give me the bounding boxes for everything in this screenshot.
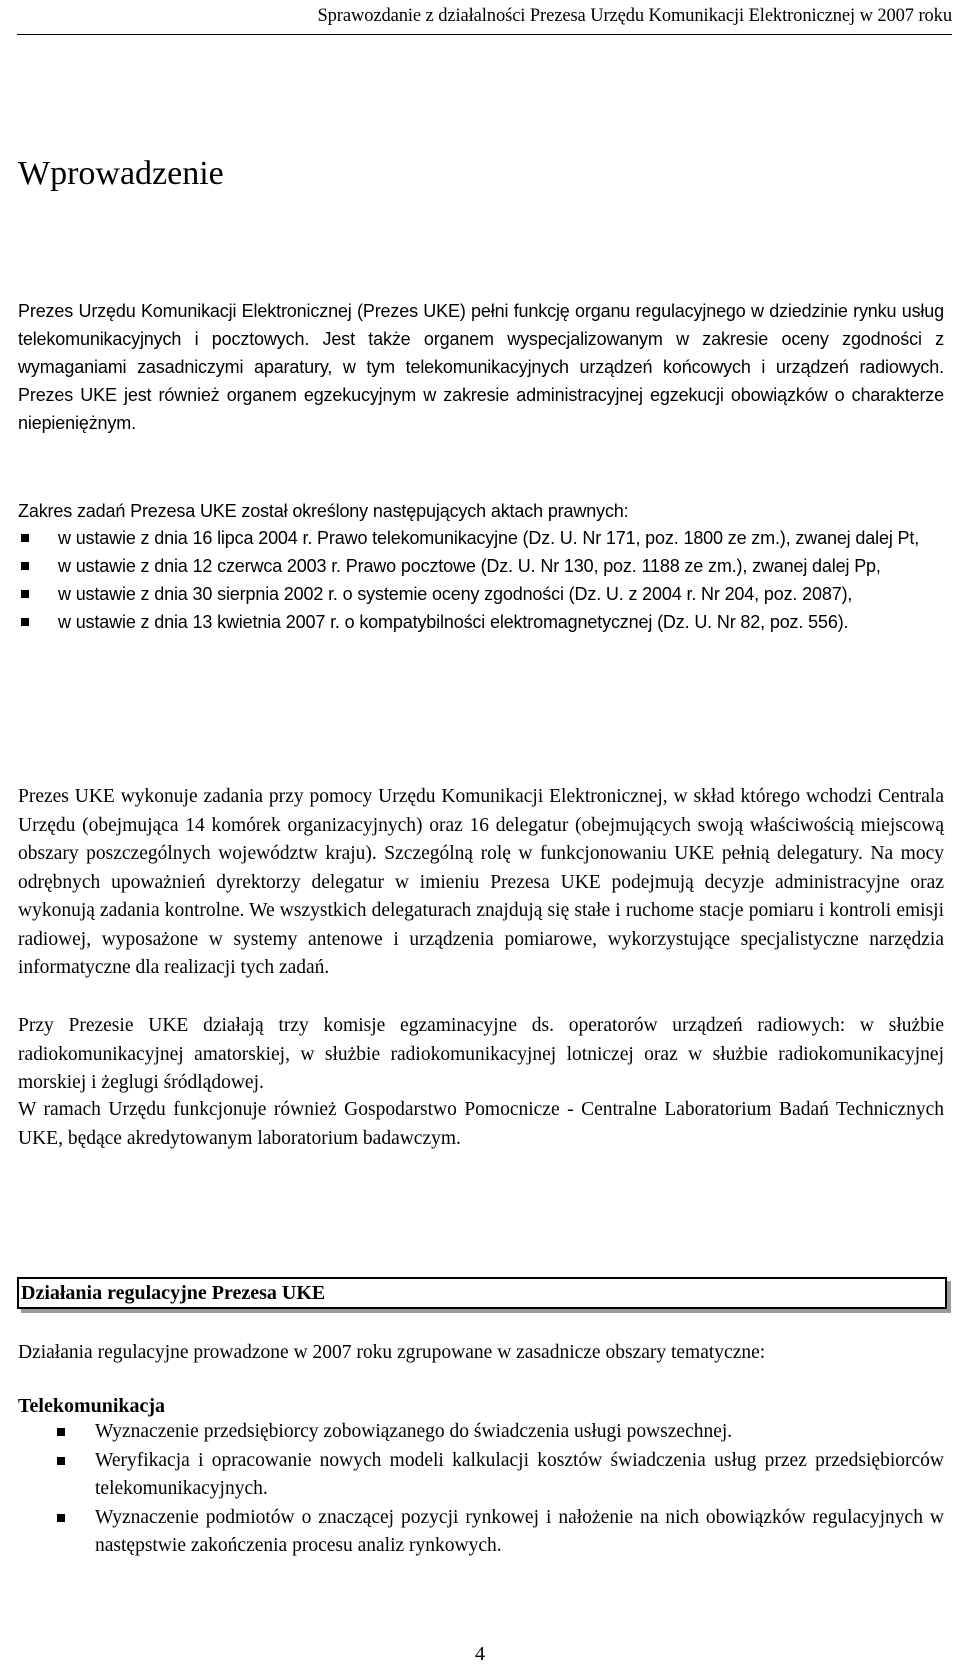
law-item-text: w ustawie z dnia 30 sierpnia 2002 r. o systemie oceny zgodności (Dz. U. z 2004 r. Nr 204, poz. 2087), bbox=[58, 584, 853, 604]
intro-paragraph-role: Prezes Urzędu Komunikacji Elektronicznej (Prezes UKE) pełni funkcję organu regulacyjnego w dziedzinie rynku usług telekomunikacyjnych i pocztowych. Jest także organem wyspecjalizowanym w zakresie oceny zgodności z wymaganiami zasadniczymi aparatury, w tym telekomunikacyjnych urządzeń końcowych i urządzeń radiowych. Prezes UKE jest również organem egzekucyjnym w zakresie administracyjnej egzekucji obowiązków o charakterze niepieniężnym. bbox=[18, 301, 944, 433]
law-item-telecom bbox=[18, 524, 944, 552]
law-item-text: w ustawie z dnia 16 lipca 2004 r. Prawo telekomunikacyjne (Dz. U. Nr 171, poz. 1800 ze zm.), zwanej dalej Pt, bbox=[58, 528, 920, 548]
laws-list bbox=[18, 524, 944, 636]
telecom-action-item bbox=[18, 1447, 944, 1504]
law-item-text: w ustawie z dnia 12 czerwca 2003 r. Prawo pocztowe (Dz. U. Nr 130, poz. 1188 ze zm.), zwanej dalej Pp, bbox=[58, 556, 881, 576]
page-number: 4 bbox=[475, 1643, 485, 1665]
laws-intro-text: Zakres zadań Prezesa UKE został określony następujących aktach prawnych: bbox=[18, 501, 629, 521]
section-title-introduction: Wprowadzenie bbox=[18, 155, 224, 192]
law-item-text: w ustawie z dnia 13 kwietnia 2007 r. o kompatybilności elektromagnetycznej (Dz. U. Nr 82, poz. 556). bbox=[58, 612, 849, 632]
square-bullet-icon bbox=[21, 534, 29, 542]
square-bullet-icon bbox=[57, 1457, 65, 1465]
intro-paragraph-structure: Prezes UKE wykonuje zadania przy pomocy Urzędu Komunikacji Elektronicznej, w skład którego wchodzi Centrala Urzędu (obejmująca 14 komórek organizacyjnych) oraz 16 delegatur (obejmujących swoją właściwością miejscową obszary poszczególnych województw kraju). Szczególną rolę w funkcjonowaniu UKE pełnią delegatury. Na mocy odrębnych upoważnień dyrektorzy delegatur w imieniu Prezesa UKE podejmują decyzje administracyjne oraz wykonują zadania kontrolne. We wszystkich delegaturach znajdują się stałe i ruchome stacje pomiaru i kontroli emisji radiowej, wyposażone w systemy antenowe i urządzenia pomiarowe, wykorzystujące specjalistyczne narzędzia informatyczne dla realizacji tych zadań. bbox=[18, 786, 944, 978]
regulatory-intro-text: Działania regulacyjne prowadzone w 2007 roku zgrupowane w zasadnicze obszary tematyczne: bbox=[18, 1342, 766, 1363]
header-rule bbox=[17, 34, 952, 35]
running-header bbox=[17, 4, 952, 28]
telecom-action-text: Wyznaczenie przedsiębiorcy zobowiązanego do świadczenia usługi powszechnej. bbox=[95, 1421, 733, 1442]
square-bullet-icon bbox=[21, 562, 29, 570]
section-heading-box bbox=[17, 1277, 947, 1309]
subheading-telecom: Telekomunikacja bbox=[18, 1395, 166, 1417]
telecom-actions-list bbox=[18, 1418, 944, 1561]
law-item-conformity bbox=[18, 580, 944, 608]
intro-paragraph-commissions: Przy Prezesie UKE działają trzy komisje egzaminacyjne ds. operatorów urządzeń radiowych: w służbie radiokomunikacyjnej amatorskiej, w służbie radiokomunikacyjnej lotniczej oraz w służbie radiokomunikacyjnej morskiej i żeglugi śródlądowej. bbox=[18, 1015, 944, 1093]
intro-paragraph-laboratory: W ramach Urzędu funkcjonuje również Gospodarstwo Pomocnicze - Centralne Laboratorium Badań Technicznych UKE, będące akredytowanym laboratorium badawczym. bbox=[18, 1099, 944, 1149]
square-bullet-icon bbox=[21, 590, 29, 598]
square-bullet-icon bbox=[57, 1514, 65, 1522]
square-bullet-icon bbox=[57, 1428, 65, 1436]
telecom-action-text: Wyznaczenie podmiotów o znaczącej pozycji rynkowej i nałożenie na nich obowiązków regulacyjnych w następstwie zakończenia procesu analiz rynkowych. bbox=[95, 1506, 944, 1556]
telecom-action-text: Weryfikacja i opracowanie nowych modeli kalkulacji kosztów świadczenia usług przez przedsiębiorców telekomunikacyjnych. bbox=[95, 1449, 944, 1499]
running-header-title: Sprawozdanie z działalności Prezesa Urzędu Komunikacji Elektronicznej w 2007 roku bbox=[317, 6, 952, 26]
section-title-regulatory: Działania regulacyjne Prezesa UKE bbox=[18, 1278, 946, 1308]
square-bullet-icon bbox=[21, 618, 29, 626]
telecom-action-item bbox=[18, 1418, 944, 1447]
telecom-action-item bbox=[18, 1504, 944, 1561]
law-item-postal bbox=[18, 552, 944, 580]
law-item-emc bbox=[18, 608, 944, 636]
